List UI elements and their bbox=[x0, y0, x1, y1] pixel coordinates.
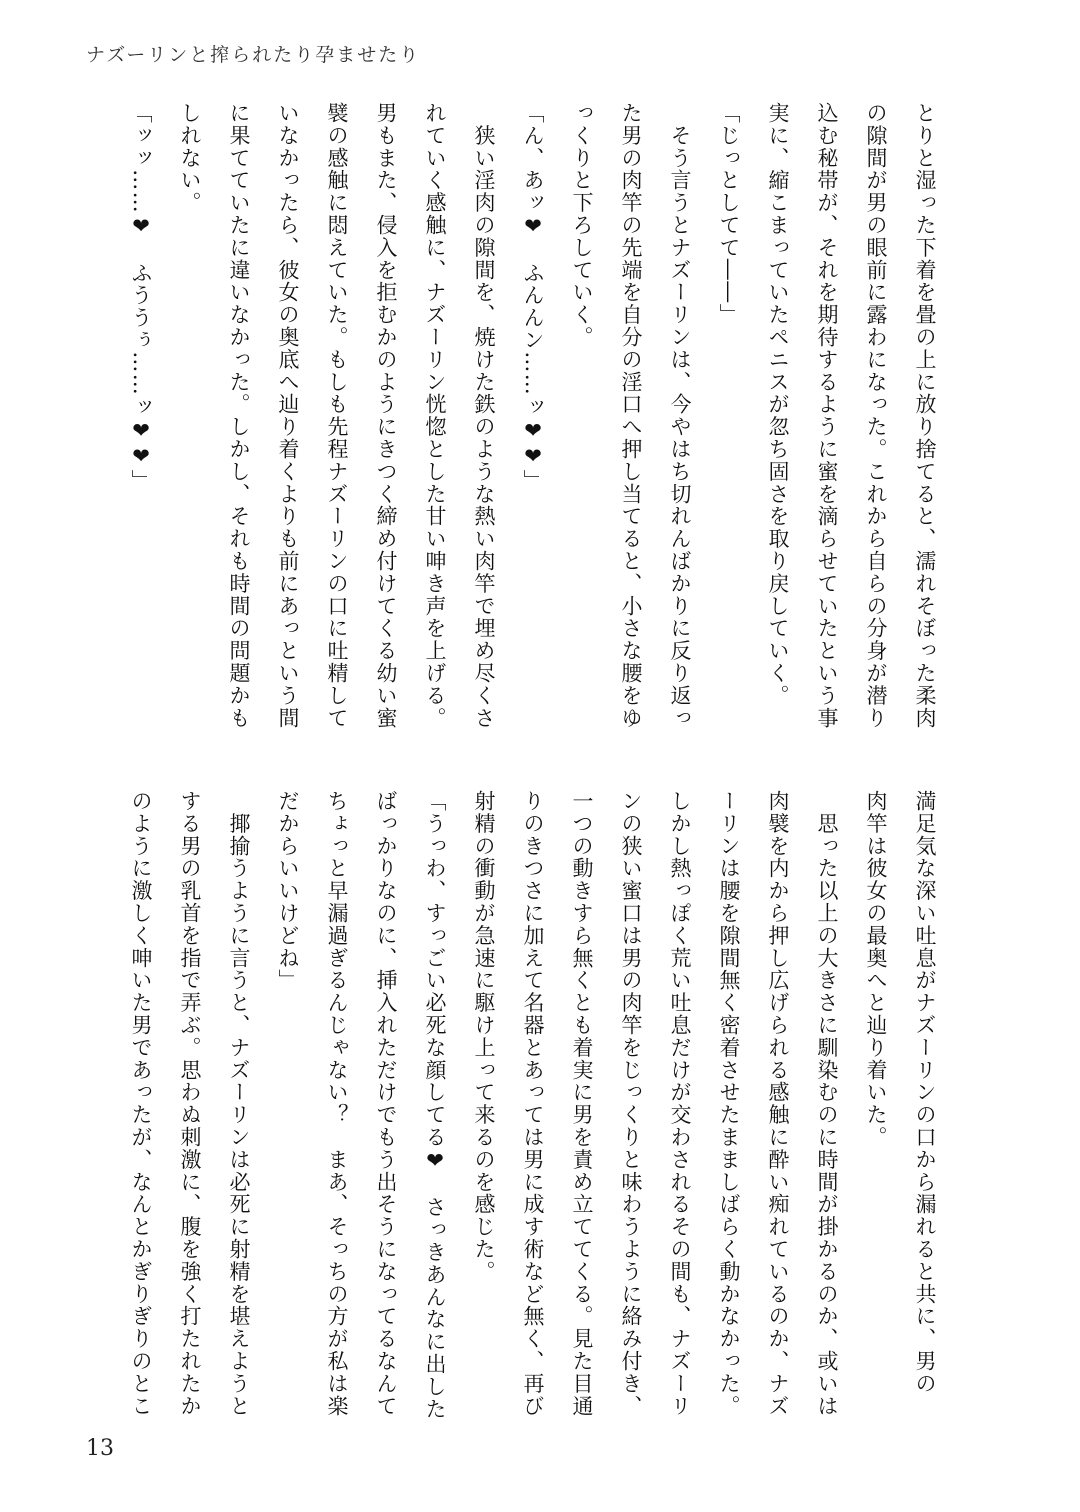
text-column: 実に、縮こまっていたペニスが忽ち固さを取り戻していく。 bbox=[766, 102, 790, 707]
text-column: 襞の感触に悶えていた。もしも先程ナズーリンの口に吐精して bbox=[325, 102, 349, 730]
text-column: 思った以上の大きさに馴染むのに時間が掛かるのか、或いは bbox=[815, 790, 839, 1418]
text-column: 「じっとしてて――」 bbox=[717, 102, 741, 326]
running-header: ナズーリンと搾られたり孕ませたり bbox=[86, 44, 421, 66]
text-column: する男の乳首を指で弄ぶ。思わぬ刺激に、腹を強く打たれたか bbox=[178, 790, 202, 1418]
text-column: 一つの動きすら無くとも着実に男を責め立ててくる。見た目通 bbox=[570, 790, 594, 1418]
page-number: 13 bbox=[86, 1436, 114, 1461]
text-column: 「ん、あッ❤ ふんんン……ッ❤❤」 bbox=[521, 102, 545, 492]
text-column: 揶揄うように言うと、ナズーリンは必死に射精を堪えようと bbox=[227, 790, 251, 1418]
text-column: ンの狭い蜜口は男の肉竿をじっくりと味わうように絡み付き、 bbox=[619, 790, 643, 1418]
text-column: そう言うとナズーリンは、今やはち切れんばかりに反り返っ bbox=[668, 102, 692, 730]
text-column: 肉竿は彼女の最奥へと辿り着いた。 bbox=[864, 790, 888, 1149]
text-column: ーリンは腰を隙間無く密着させたまましばらく動かなかった。 bbox=[717, 790, 741, 1418]
text-column: ばっかりなのに、挿入れただけでもう出そうになってるなんて bbox=[374, 790, 398, 1418]
text-column: 男もまた、侵入を拒むかのようにきつく締め付けてくる幼い蜜 bbox=[374, 102, 398, 730]
text-column: っくりと下ろしていく。 bbox=[570, 102, 594, 349]
text-column: 満足気な深い吐息がナズーリンの口から漏れると共に、男の bbox=[913, 790, 937, 1395]
text-column: 肉襞を内から押し広げられる感触に酔い痴れているのか、ナズ bbox=[766, 790, 790, 1418]
text-block-bottom bbox=[120, 790, 960, 1440]
text-column: しかし熱っぽく荒い吐息だけが交わされるその間も、ナズーリ bbox=[668, 790, 692, 1418]
text-column: だからいいけどね」 bbox=[276, 790, 300, 992]
text-block-top bbox=[120, 102, 960, 752]
text-column: りのきつさに加えて名器とあっては男に成す術など無く、再び bbox=[521, 790, 545, 1418]
text-column: 射精の衝動が急速に駆け上って来るのを感じた。 bbox=[472, 790, 496, 1283]
text-column: しれない。 bbox=[178, 102, 202, 214]
text-column: 「ッッ……❤ ふううぅ……ッ❤❤」 bbox=[129, 102, 153, 492]
text-column: の隙間が男の眼前に露わになった。これから自らの分身が潜り bbox=[864, 102, 888, 730]
text-column: 込む秘帯が、それを期待するように蜜を滴らせていたという事 bbox=[815, 102, 839, 730]
text-column: れていく感触に、ナズーリン恍惚とした甘い呻き声を上げる。 bbox=[423, 102, 447, 730]
text-column: に果てていたに違いなかった。しかし、それも時間の問題かも bbox=[227, 102, 251, 730]
text-column: た男の肉竿の先端を自分の淫口へ押し当てると、小さな腰をゆ bbox=[619, 102, 643, 730]
text-column: 「うっわ、すっごい必死な顔してる❤ さっきあんなに出した bbox=[423, 790, 447, 1421]
text-column: ちょっと早漏過ぎるんじゃない？ まあ、そっちの方が私は楽 bbox=[325, 790, 349, 1418]
text-column: いなかったら、彼女の奥底へ辿り着くよりも前にあっという間 bbox=[276, 102, 300, 730]
text-column: とりと湿った下着を畳の上に放り捨てると、濡れそぼった柔肉 bbox=[913, 102, 937, 730]
text-column: のように激しく呻いた男であったが、なんとかぎりぎりのとこ bbox=[129, 790, 153, 1418]
text-column: 狭い淫肉の隙間を、焼けた鉄のような熱い肉竿で埋め尽くさ bbox=[472, 102, 496, 730]
